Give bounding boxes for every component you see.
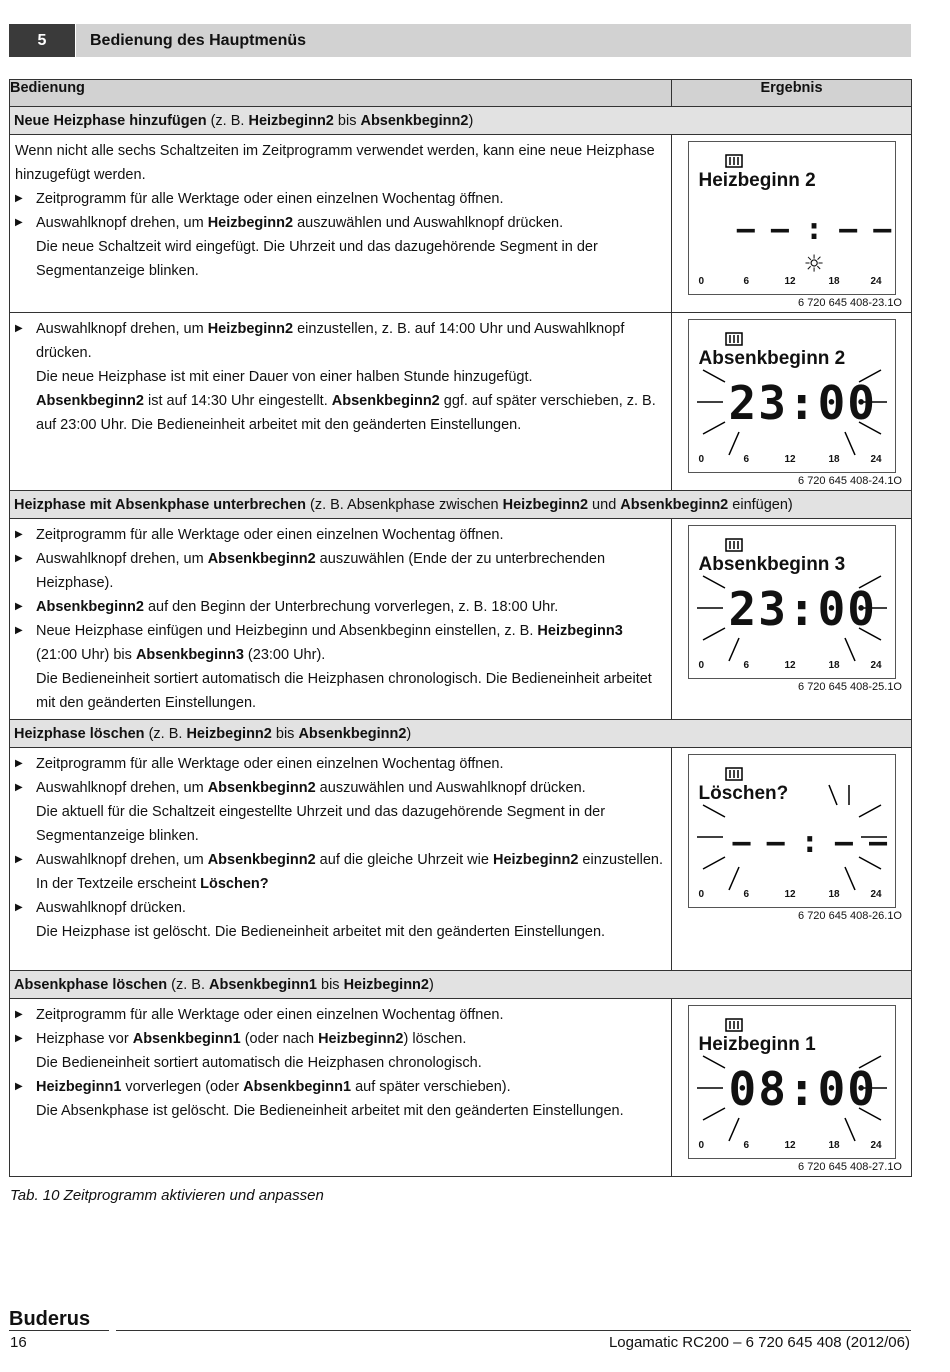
lcd-time-display: 23:00	[728, 582, 877, 636]
instruction-cell: ▶ Zeitprogramm für alle Werktage oder einen einzelnen Wochentag öffnen. ▶ Heizphase vor Absenkbeginn1 (oder nach Heizbeginn2) löschen. Die Bedieneinheit sortiert automatisch die Heizphasen chronologisch. ▶ Heizbeginn1 vorverlegen (oder Absenkbeginn1 auf später verschieben). Die Absenkphase ist gelöscht. Die Bedieneinheit arbeitet mit den geänderten Einstellungen.	[10, 999, 672, 1177]
figure-number: 6 720 645 408-24.1O	[798, 475, 902, 487]
list-item: ▶ Auswahlknopf drehen, um Absenkbeginn2 auf die gleiche Uhrzeit wie Heizbeginn2 einzustellen.	[15, 848, 667, 872]
table-caption: Tab. 10 Zeitprogramm aktivieren und anpassen	[10, 1187, 324, 1204]
section-title: Neue Heizphase hinzufügen (z. B. Heizbeginn2 bis Absenkbeginn2)	[10, 107, 912, 135]
list-item: ▶ Auswahlknopf drehen, um Heizbeginn2 auszuwählen und Auswahlknopf drücken.	[15, 211, 667, 235]
list-item: ▶ Auswahlknopf drücken.	[15, 896, 667, 920]
list-item: ▶ Zeitprogramm für alle Werktage oder einen einzelnen Wochentag öffnen.	[15, 523, 667, 547]
section-title: Heizphase löschen (z. B. Heizbeginn2 bis Absenkbeginn2)	[10, 720, 912, 748]
lcd-display	[688, 1005, 896, 1159]
lcd-time-display: – – : – –	[732, 825, 887, 860]
instruction-cell: Wenn nicht alle sechs Schaltzeiten im Zeitprogramm verwendet werden, kann eine neue Heizphase hinzugefügt werden. ▶ Zeitprogramm für alle Werktage oder einen einzelnen Wochentag öffnen. ▶ Auswahlknopf drehen, um Heizbeginn2 auszuwählen und Auswahlknopf drücken. Die neue Schaltzeit wird eingefügt. Die Uhrzeit und das dazugehörende Segment in der Segmentanzeige blinken.	[10, 135, 672, 313]
lcd-display	[688, 525, 896, 679]
instruction-cell: ▶ Auswahlknopf drehen, um Heizbeginn2 einzustellen, z. B. auf 14:00 Uhr und Auswahlknopf drücken. Die neue Heizphase ist mit einer Dauer von einer halben Stunde hinzugefügt. Absenkbeginn2 ist auf 14:30 Uhr eingestellt. Absenkbeginn2 ggf. auf später verschieben, z. B. auf 23:00 Uhr. Die Bedieneinheit arbeitet mit den geänderten Einstellungen.	[10, 313, 672, 491]
figure-number: 6 720 645 408-25.1O	[798, 681, 902, 693]
lcd-time-axis: 0 6 12 18 24	[698, 889, 882, 900]
lcd-time-axis: 0 6 12 18 24	[698, 454, 882, 465]
procedure-table	[9, 79, 912, 1177]
radiator-icon	[725, 154, 743, 168]
radiator-icon	[725, 1018, 743, 1032]
footer-divider	[116, 1330, 911, 1331]
list-item: ▶ Heizbeginn1 vorverlegen (oder Absenkbeginn1 auf später verschieben).	[15, 1075, 667, 1099]
lcd-text-line: Absenkbeginn 3	[698, 554, 846, 575]
list-item: ▶ Auswahlknopf drehen, um Heizbeginn2 einzustellen, z. B. auf 14:00 Uhr und Auswahlknopf drücken.	[15, 317, 667, 365]
figure-number: 6 720 645 408-23.1O	[798, 297, 902, 309]
result-cell	[672, 135, 912, 313]
footer-divider	[9, 1330, 109, 1331]
lcd-time-axis: 0 6 12 18 24	[698, 1140, 882, 1151]
lcd-text-line: Heizbeginn 1	[698, 1034, 816, 1055]
chapter-title: Bedienung des Hauptmenüs	[76, 24, 911, 57]
section-title: Absenkphase löschen (z. B. Absenkbeginn1 bis Heizbeginn2)	[10, 971, 912, 999]
list-item: ▶ Neue Heizphase einfügen und Heizbeginn und Absenkbeginn einstellen, z. B. Heizbeginn3 (21:00 Uhr) bis Absenkbeginn3 (23:00 Uhr).	[15, 619, 667, 667]
result-cell	[672, 313, 912, 491]
chapter-number: 5	[9, 24, 75, 57]
list-item: ▶ Zeitprogramm für alle Werktage oder einen einzelnen Wochentag öffnen.	[15, 752, 667, 776]
lcd-time-axis: 0 6 12 18 24	[698, 660, 882, 671]
lcd-text-line: Absenkbeginn 2	[698, 348, 846, 369]
lcd-text-line: Löschen?	[698, 783, 789, 804]
document-id: Logamatic RC200 – 6 720 645 408 (2012/06)	[608, 1334, 910, 1351]
lcd-display	[688, 141, 896, 295]
section-title: Heizphase mit Absenkphase unterbrechen (z. B. Absenkphase zwischen Heizbeginn2 und Absenkbeginn2 einfügen)	[10, 491, 912, 519]
radiator-icon	[725, 767, 743, 781]
page-number: 16	[10, 1334, 27, 1351]
list-item: ▶ Absenkbeginn2 auf den Beginn der Unterbrechung vorverlegen, z. B. 18:00 Uhr.	[15, 595, 667, 619]
lcd-time-display: 08:00	[728, 1062, 877, 1116]
lcd-text-line: Heizbeginn 2	[698, 170, 816, 191]
list-item: ▶ Auswahlknopf drehen, um Absenkbeginn2 auszuwählen (Ende der zu unterbrechenden Heizphase).	[15, 547, 667, 595]
lcd-time-display: – – : – – ☼	[736, 212, 891, 282]
list-item: ▶ Auswahlknopf drehen, um Absenkbeginn2 auszuwählen und Auswahlknopf drücken.	[15, 776, 667, 800]
column-header-operation: Bedienung	[10, 80, 672, 107]
lcd-time-axis: 0 6 12 18 24	[698, 276, 882, 287]
result-cell	[672, 519, 912, 720]
list-item: ▶ Heizphase vor Absenkbeginn1 (oder nach Heizbeginn2) löschen.	[15, 1027, 667, 1051]
lcd-display	[688, 754, 896, 908]
column-header-result: Ergebnis	[672, 80, 912, 107]
figure-number: 6 720 645 408-27.1O	[798, 1161, 902, 1173]
instruction-cell: ▶ Zeitprogramm für alle Werktage oder einen einzelnen Wochentag öffnen. ▶ Auswahlknopf drehen, um Absenkbeginn2 auszuwählen und Auswahlknopf drücken. Die aktuell für die Schaltzeit eingestellte Uhrzeit und das dazugehörende Segment in der Segmentanzeige blinken. ▶ Auswahlknopf drehen, um Absenkbeginn2 auf die gleiche Uhrzeit wie Heizbeginn2 einzustellen. In der Textzeile erscheint Löschen? ▶ Auswahlknopf drücken. Die Heizphase ist gelöscht. Die Bedieneinheit arbeitet mit den geänderten Einstellungen.	[10, 748, 672, 971]
radiator-icon	[725, 538, 743, 552]
result-cell	[672, 748, 912, 971]
radiator-icon	[725, 332, 743, 346]
brand-logo: Buderus	[9, 1308, 91, 1330]
list-item: ▶ Zeitprogramm für alle Werktage oder einen einzelnen Wochentag öffnen.	[15, 187, 667, 211]
list-item: ▶ Zeitprogramm für alle Werktage oder einen einzelnen Wochentag öffnen.	[15, 1003, 667, 1027]
result-cell	[672, 999, 912, 1177]
instruction-cell: ▶ Zeitprogramm für alle Werktage oder einen einzelnen Wochentag öffnen. ▶ Auswahlknopf drehen, um Absenkbeginn2 auszuwählen (Ende der zu unterbrechenden Heizphase). ▶ Absenkbeginn2 auf den Beginn der Unterbrechung vorverlegen, z. B. 18:00 Uhr. ▶ Neue Heizphase einfügen und Heizbeginn und Absenkbeginn einstellen, z. B. Heizbeginn3 (21:00 Uhr) bis Absenkbeginn3 (23:00 Uhr). Die Bedieneinheit sortiert automatisch die Heizphasen chronologisch. Die Bedieneinheit arbeitet mit den geänderten Einstellungen.	[10, 519, 672, 720]
lcd-display	[688, 319, 896, 473]
figure-number: 6 720 645 408-26.1O	[798, 910, 902, 922]
lcd-time-display: 23:00	[728, 376, 877, 430]
